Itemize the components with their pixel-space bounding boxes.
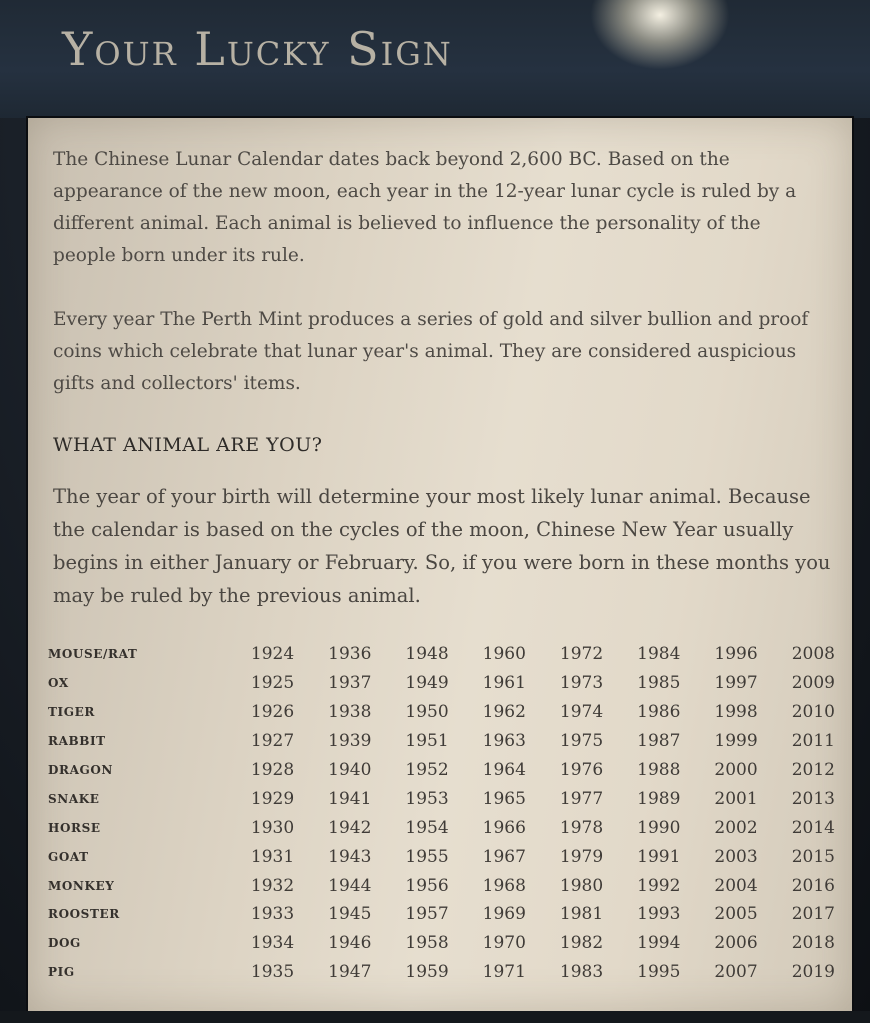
year-cell: 2007	[714, 962, 758, 983]
year-cell: 1981	[559, 904, 604, 925]
sign-title: Your Lucky Sign	[62, 22, 453, 76]
year-cell: 2015	[791, 846, 835, 867]
year-cell: 1994	[637, 933, 681, 954]
year-cell: 1959	[405, 962, 449, 983]
year-cell: 1944	[328, 875, 372, 896]
year-cell: 1973	[559, 673, 604, 694]
year-cell: 1948	[405, 644, 449, 665]
year-cell: 2010	[791, 702, 835, 723]
table-row	[46, 784, 852, 813]
frame-bottom-edge	[0, 1011, 870, 1023]
year-cell: 1967	[482, 846, 526, 867]
year-cell: 1936	[328, 644, 372, 665]
year-cell: 1928	[250, 760, 295, 780]
explanation-paragraph: The year of your birth will determine your most likely lunar animal. Because the calendar is based on the cycles of the moon, Chinese New Year usually begins in either January or February. So, if you were born in these months you may be ruled by the previous animal.	[53, 485, 831, 607]
year-cell: 1969	[482, 904, 526, 925]
year-cell: 1930	[250, 817, 295, 838]
animal-label: MOUSE/RAT	[48, 647, 138, 662]
year-cell: 1974	[559, 702, 604, 723]
zodiac-year-table-body	[46, 640, 852, 987]
animal-label: DRAGON	[48, 763, 113, 777]
year-cell: 1939	[328, 731, 372, 752]
year-cell: 1957	[405, 904, 449, 925]
year-cell: 1962	[482, 702, 526, 723]
year-cell: 1986	[637, 702, 681, 723]
animal-label: MONKEY	[48, 878, 115, 893]
year-cell: 1989	[637, 788, 681, 809]
table-row	[46, 871, 852, 900]
table-row	[46, 698, 852, 727]
year-cell: 1924	[250, 644, 295, 665]
year-cell: 1949	[405, 673, 449, 694]
question-heading: WHAT ANIMAL ARE YOU?	[53, 434, 323, 456]
intro-paragraph-1: The Chinese Lunar Calendar dates back beyond 2,600 BC. Based on the appearance of the new moon, each year in the 12-year lunar cycle is ruled by a different animal. Each animal is believed to influence the personality of the people born under its rule.	[53, 149, 797, 266]
year-cell: 1983	[559, 962, 604, 983]
year-cell: 1984	[637, 644, 681, 665]
year-cell: 1958	[405, 933, 449, 954]
year-cell: 1941	[328, 788, 372, 809]
year-cell: 1947	[328, 962, 372, 983]
year-cell: 1978	[559, 817, 604, 838]
year-cell: 2003	[714, 846, 758, 867]
year-cell: 1925	[250, 673, 295, 694]
year-cell: 2013	[791, 788, 835, 809]
year-cell: 1972	[559, 644, 604, 665]
year-cell: 1993	[637, 904, 681, 925]
year-cell: 1963	[482, 731, 526, 752]
table-row	[46, 900, 852, 929]
year-cell: 1946	[328, 933, 372, 954]
year-cell: 1979	[559, 846, 604, 867]
year-cell: 2005	[714, 904, 758, 925]
year-cell: 1982	[559, 933, 604, 954]
year-cell: 1961	[482, 673, 526, 694]
year-cell: 2017	[791, 904, 835, 925]
year-cell: 2004	[714, 875, 758, 896]
year-cell: 1980	[559, 875, 604, 896]
year-cell: 1942	[328, 817, 372, 838]
year-cell: 1954	[405, 817, 449, 838]
year-cell: 1998	[714, 702, 758, 723]
year-cell: 1927	[250, 731, 295, 752]
year-cell: 2006	[714, 933, 758, 954]
year-cell: 1964	[482, 760, 526, 780]
year-cell: 1931	[250, 846, 295, 867]
table-row	[46, 813, 852, 842]
table-row	[46, 727, 852, 756]
table-row	[46, 640, 852, 669]
year-cell: 1970	[482, 933, 526, 954]
year-cell: 1995	[637, 962, 681, 983]
year-cell: 1945	[328, 904, 372, 925]
year-cell: 1975	[559, 731, 604, 752]
year-cell: 1935	[250, 962, 295, 983]
year-cell: 1971	[482, 962, 526, 983]
year-cell: 1937	[328, 673, 372, 694]
year-cell: 2002	[714, 817, 758, 838]
year-cell: 1996	[714, 644, 758, 665]
year-cell: 2011	[791, 731, 835, 752]
year-cell: 1965	[482, 788, 526, 809]
year-cell: 1985	[637, 673, 681, 694]
animal-label: TIGER	[48, 705, 95, 720]
year-cell: 2016	[791, 875, 835, 896]
year-cell: 1934	[250, 933, 295, 954]
year-cell: 1960	[482, 644, 526, 665]
year-cell: 1976	[559, 760, 604, 780]
year-cell: 1933	[250, 904, 295, 925]
year-cell: 1932	[250, 875, 295, 896]
year-cell: 1999	[714, 731, 758, 752]
year-cell: 1951	[405, 731, 449, 752]
year-cell: 2000	[714, 760, 758, 780]
year-cell: 1940	[328, 760, 372, 780]
year-cell: 2019	[791, 962, 835, 983]
table-row	[46, 756, 852, 785]
year-cell: 1943	[328, 846, 372, 867]
year-cell: 1929	[250, 788, 295, 809]
year-cell: 1926	[250, 702, 295, 723]
year-cell: 1953	[405, 788, 449, 809]
table-row	[46, 958, 852, 987]
animal-label: GOAT	[48, 849, 89, 864]
year-cell: 2009	[791, 673, 835, 694]
year-cell: 1968	[482, 875, 526, 896]
light-glare	[590, 0, 730, 70]
animal-label: OX	[48, 676, 69, 691]
year-cell: 2014	[791, 817, 835, 838]
year-cell: 1990	[637, 817, 681, 838]
year-cell: 1955	[405, 846, 449, 867]
intro-paragraph-2: Every year The Perth Mint produces a series of gold and silver bullion and proof coins which celebrate that lunar year's animal. They are considered auspicious gifts and collectors' items.	[53, 309, 809, 394]
zodiac-year-table	[46, 640, 852, 987]
year-cell: 2018	[791, 933, 835, 954]
table-row	[46, 842, 852, 871]
animal-label: DOG	[48, 936, 81, 951]
year-cell: 1997	[714, 673, 758, 694]
year-cell: 1988	[637, 760, 681, 780]
year-cell: 2001	[714, 788, 758, 809]
year-cell: 1987	[637, 731, 681, 752]
year-cell: 1992	[637, 875, 681, 896]
year-cell: 1966	[482, 817, 526, 838]
table-row	[46, 929, 852, 958]
sign-panel	[28, 118, 852, 1011]
animal-label: HORSE	[48, 820, 101, 835]
year-cell: 1938	[328, 702, 372, 723]
animal-label: PIG	[48, 965, 75, 980]
year-cell: 1991	[637, 846, 681, 867]
year-cell: 1977	[559, 788, 604, 809]
year-cell: 2012	[791, 760, 835, 780]
animal-label: ROOSTER	[48, 907, 120, 922]
animal-label: RABBIT	[48, 734, 106, 749]
year-cell: 1952	[405, 760, 449, 780]
year-cell: 2008	[791, 644, 835, 665]
table-row	[46, 669, 852, 698]
animal-label: SNAKE	[48, 791, 100, 806]
year-cell: 1950	[405, 702, 449, 723]
year-cell: 1956	[405, 875, 449, 896]
